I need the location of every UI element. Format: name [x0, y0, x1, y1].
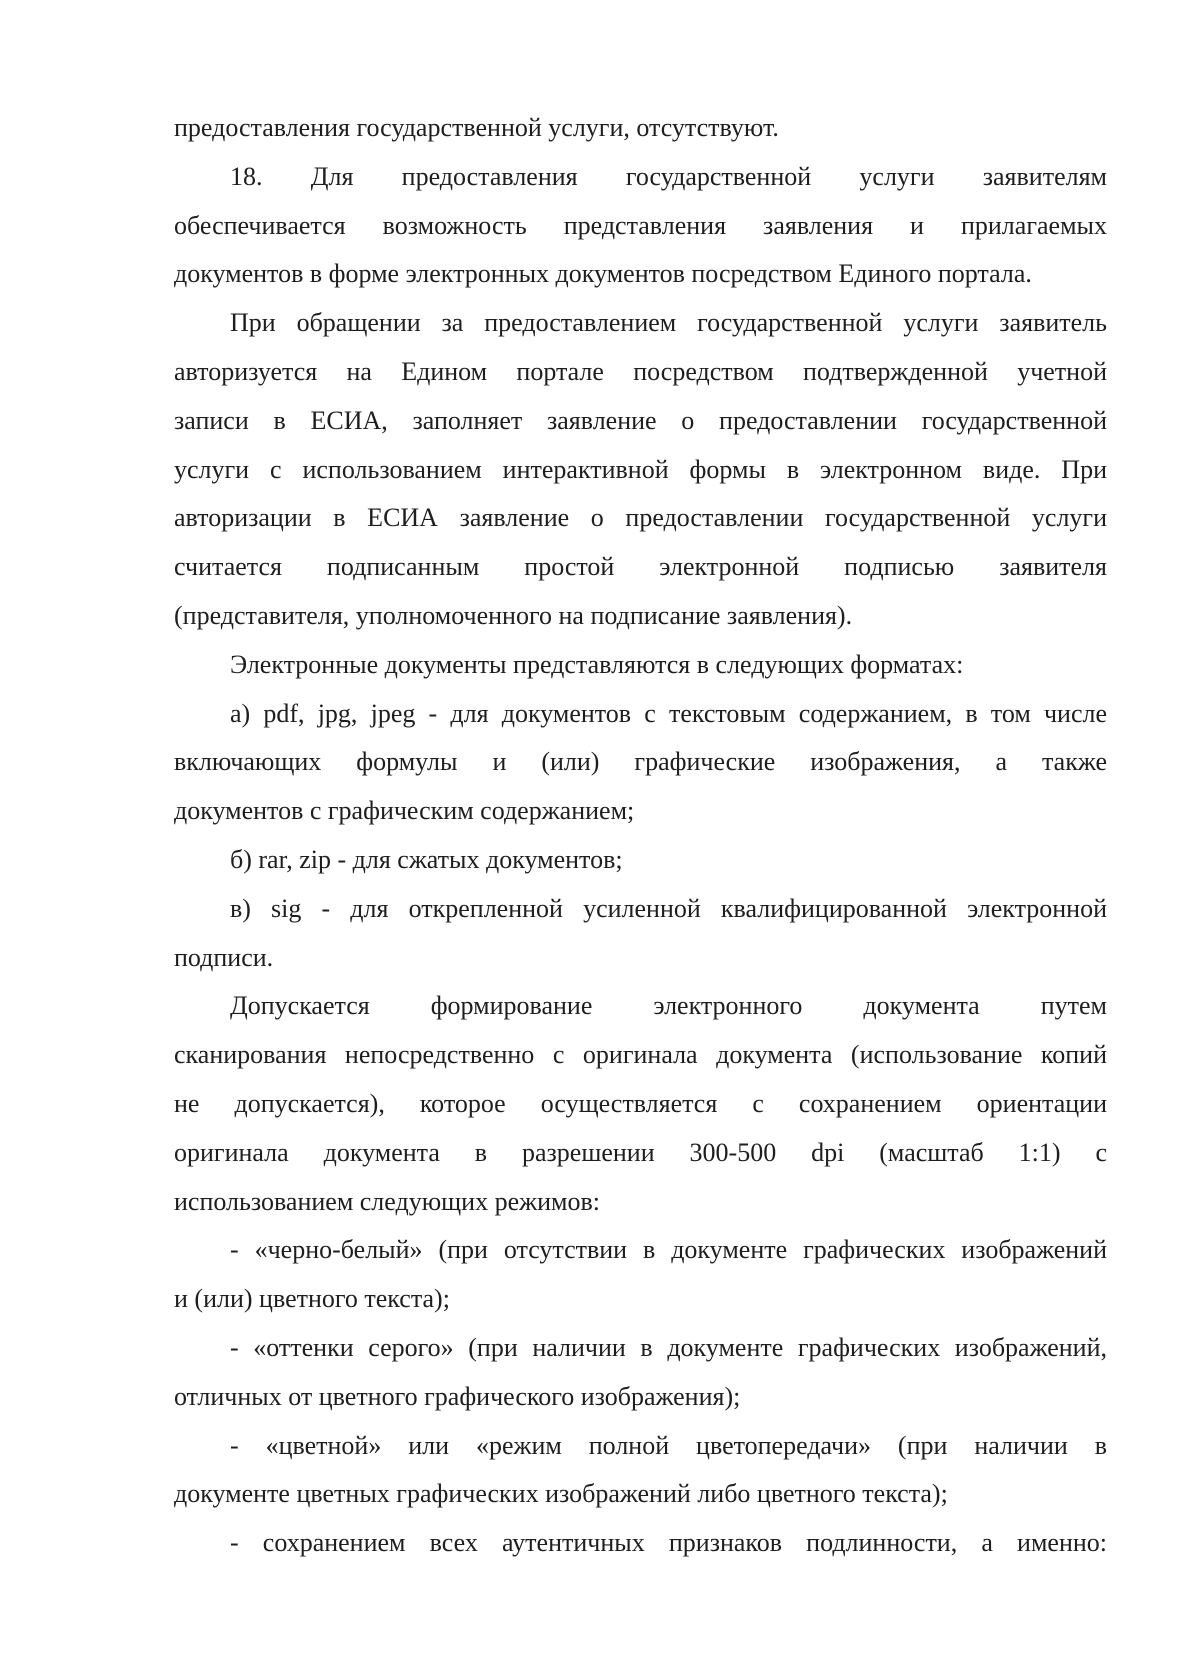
paragraph-first-line: Допускается формирование электронного документа путем — [230, 991, 1107, 1021]
text-line: услуги с использованием интерактивной формы в электронном виде. При — [174, 454, 1107, 484]
list-item-b: б) rar, zip - для сжатых документов; — [230, 844, 623, 874]
list-item-v: в) sig - для открепленной усиленной квалифицированной электронной — [230, 893, 1107, 923]
text-line: не допускается), которое осуществляется с сохранением ориентации — [174, 1088, 1107, 1118]
text-line: документе цветных графических изображений либо цветного текста); — [174, 1479, 948, 1509]
list-item-dash: - «оттенки серого» (при наличии в документе графических изображений, — [230, 1332, 1107, 1362]
text-line: документов в форме электронных документов посредством Единого портала. — [174, 259, 1032, 289]
paragraph-18-first-line: 18. Для предоставления государственной услуги заявителям — [230, 161, 1107, 191]
text-line: оригинала документа в разрешении 300-500 dpi (масштаб 1:1) с — [174, 1137, 1107, 1167]
text-line: авторизации в ЕСИА заявление о предоставлении государственной услуги — [174, 503, 1107, 533]
text-line: включающих формулы и (или) графические изображения, а также — [174, 747, 1107, 777]
text-line: документов с графическим содержанием; — [174, 796, 635, 826]
text-line: (представителя, уполномоченного на подписание заявления). — [174, 600, 853, 630]
text-line: подписи. — [174, 942, 274, 972]
text-line: сканирования непосредственно с оригинала документа (использование копий — [174, 1040, 1107, 1070]
document-body — [174, 104, 1107, 1568]
text-line: предоставления государственной услуги, отсутствуют. — [174, 113, 779, 142]
list-item-dash: - сохранением всех аутентичных признаков подлинности, а именно: — [230, 1528, 1107, 1558]
list-item-a: а) pdf, jpg, jpeg - для документов с текстовым содержанием, в том числе — [230, 698, 1107, 728]
text-line: отличных от цветного графического изображения); — [174, 1381, 741, 1411]
text-line: обеспечивается возможность представления заявления и прилагаемых — [174, 210, 1107, 240]
list-item-dash: - «черно-белый» (при отсутствии в документе графических изображений — [230, 1235, 1107, 1265]
list-item-dash: - «цветной» или «режим полной цветопередачи» (при наличии в — [230, 1430, 1107, 1460]
paragraph-first-line: При обращении за предоставлением государственной услуги заявитель — [230, 308, 1107, 338]
text-line: считается подписанным простой электронной подписью заявителя — [174, 552, 1107, 582]
text-line: авторизуется на Едином портале посредством подтвержденной учетной — [174, 356, 1107, 386]
paragraph-first-line: Электронные документы представляются в следующих форматах: — [230, 649, 964, 679]
text-line: записи в ЕСИА, заполняет заявление о предоставлении государственной — [174, 405, 1107, 435]
text-line: использованием следующих режимов: — [174, 1186, 600, 1216]
text-line: и (или) цветного текста); — [174, 1284, 450, 1314]
